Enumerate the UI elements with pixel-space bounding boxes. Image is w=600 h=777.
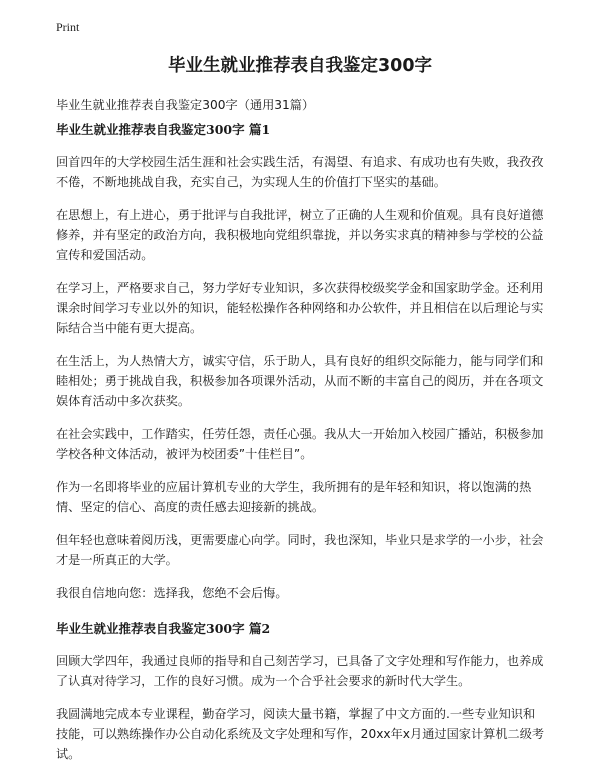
paragraph: 我很自信地向您：选择我，您绝不会后悔。 xyxy=(56,586,288,600)
paragraph: 在学习上，严格要求自己，努力学好专业知识，多次获得校级奖学金和国家助学金。还利用课余时间学习专业以外的知识，能轻松操作各种网络和办公软件，并且相信在以后理论与实际结合当中能有更大提高。 xyxy=(56,281,544,335)
article-body xyxy=(56,122,546,777)
paragraph: 在社会实践中，工作踏实，任劳任怨，责任心强。我从大一开始加入校园广播站，积极参加学校各种文体活动，被评为校团委”十佳栏目”。 xyxy=(56,427,544,461)
paragraph: 回顾大学四年，我通过良师的指导和自己刻苦学习，已具备了文字处理和写作能力，也养成了认真对待学习，工作的良好习惯。成为一个合乎社会要求的新时代大学生。 xyxy=(56,654,544,688)
paragraph: 回首四年的大学校园生活生涯和社会实践生活，有渴望、有追求、有成功也有失败，我孜孜不倦，不断地挑战自我，充实自己，为实现人生的价值打下坚实的基础。 xyxy=(56,155,544,189)
paragraph: 作为一名即将毕业的应届计算机专业的大学生，我所拥有的是年轻和知识，将以饱满的热情、坚定的信心、高度的责任感去迎接新的挑战。 xyxy=(56,480,532,514)
paragraph: 我圆满地完成本专业课程，勤奋学习，阅读大量书籍，掌握了中文方面的.一些专业知识和技能，可以熟练操作办公自动化系统及文字处理和写作，20xx年x月通过国家计算机二级考试。 xyxy=(56,707,545,761)
print-link[interactable]: Print xyxy=(56,20,80,34)
paragraph: 在思想上，有上进心，勇于批评与自我批评，树立了正确的人生观和价值观。具有良好道德修养，并有坚定的政治方向，我积极地向党组织靠拢，并以务实求真的精神参与学校的公益宣传和爱国活动。 xyxy=(56,208,544,262)
section-1-heading: 毕业生就业推荐表自我鉴定300字 篇1 xyxy=(56,122,271,137)
article-subtitle: 毕业生就业推荐表自我鉴定300字（通用31篇） xyxy=(56,98,315,112)
paragraph: 但年轻也意味着阅历浅，更需要虚心向学。同时，我也深知，毕业只是求学的一小步，社会才是一所真正的大学。 xyxy=(56,533,544,567)
page-title: 毕业生就业推荐表自我鉴定300字 xyxy=(167,56,433,76)
section-2-heading: 毕业生就业推荐表自我鉴定300字 篇2 xyxy=(56,621,271,636)
paragraph: 在生活上，为人热情大方，诚实守信，乐于助人，具有良好的组织交际能力，能与同学们和睦相处；勇于挑战自我，积极参加各项课外活动，从而不断的丰富自己的阅历，并在各项文娱体育活动中多次获奖。 xyxy=(56,354,544,408)
